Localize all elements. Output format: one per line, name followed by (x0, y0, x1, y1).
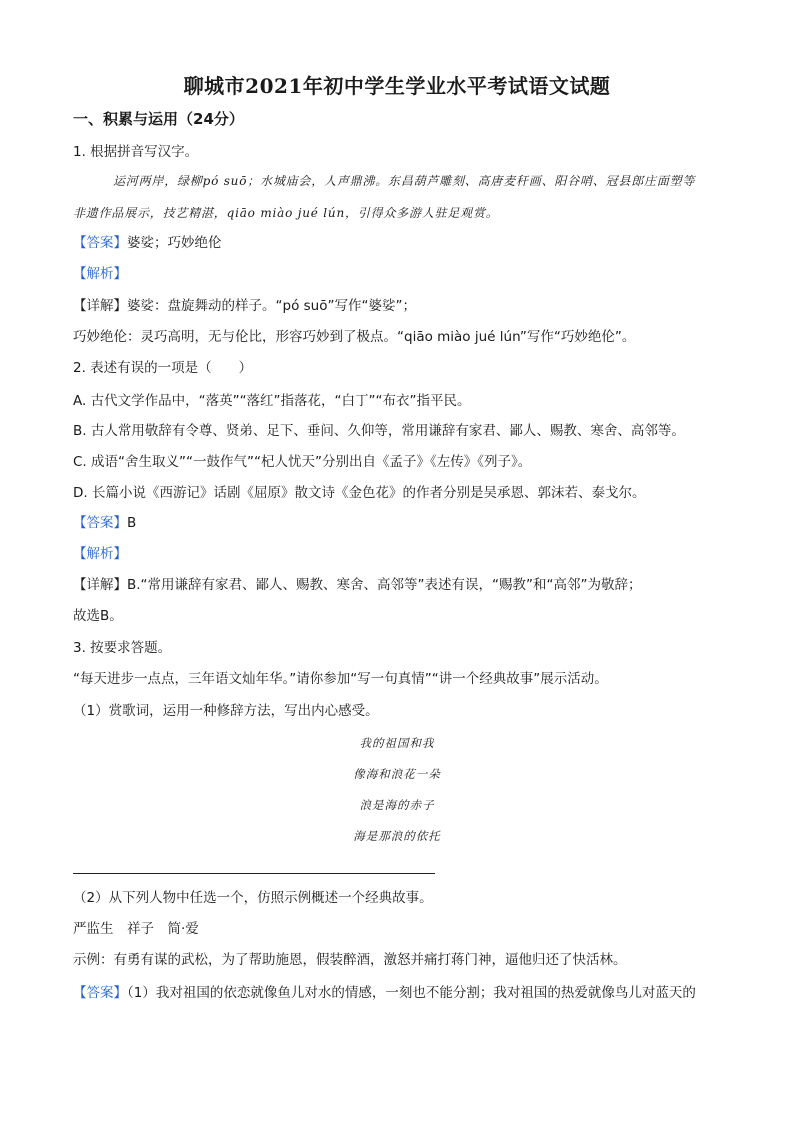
answer-text: （1）我对祖国的依恋就像鱼儿对水的情感，一刻也不能分割；我对祖国的热爱就像鸟儿对蓝天的 (127, 985, 696, 1001)
poem-line: 我的祖国和我 (359, 736, 435, 750)
q1-passage-line-2: 非遗作品展示，技艺精湛，qiāo miào jué lún，引得众多游人驻足观赏。 (73, 206, 499, 220)
q2-option-c: C. 成语“舍生取义”“一鼓作气”“杞人忧天”分别出自《孟子》《左传》《列子》。 (73, 454, 532, 470)
poem-line: 浪是海的赤子 (359, 798, 435, 812)
detail-tag: 【详解】 (73, 577, 127, 593)
q1-detail-2: 巧妙绝伦：灵巧高明，无与伦比，形容巧妙到了极点。“qiāo miào jué lún”写作“巧妙绝伦”。 (73, 329, 636, 345)
q2-option-b: B. 古人常用敬辞有令尊、贤弟、足下、垂问、久仰等，常用谦辞有家君、鄙人、赐教、寒舍、高邻等。 (73, 423, 685, 439)
detail-tag: 【详解】 (73, 298, 127, 314)
q2-answer (73, 514, 136, 532)
q1-answer (73, 234, 222, 252)
poem-line: 像海和浪花一朵 (353, 767, 441, 781)
poem-line: 海是那浪的依托 (353, 829, 441, 843)
q1-passage-line-1: 运河两岸，绿柳pó suō；水城庙会，人声鼎沸。东昌葫芦雕刻、高唐麦秆画、阳谷哨、冠县郎庄面塑等 (113, 174, 696, 188)
detail-text: 婆娑：盘旋舞动的样子。“pó suō”写作“婆娑”； (127, 298, 416, 314)
q2-detail-1 (73, 576, 642, 594)
answer-blank-line (73, 873, 435, 874)
q2-analysis-tag: 【解析】 (73, 546, 127, 562)
answer-tag: 【答案】 (73, 985, 127, 1001)
q3-sub-2: （2）从下列人物中任选一个，仿照示例概述一个经典故事。 (73, 890, 433, 906)
q2-stem: 2. 表述有误的一项是（ ） (73, 360, 253, 376)
section-heading: 一、积累与运用（24分） (73, 110, 244, 128)
q2-option-a: A. 古代文学作品中，“落英”“落红”指落花，“白丁”“布衣”指平民。 (73, 393, 471, 409)
q1-analysis-tag: 【解析】 (73, 266, 127, 282)
detail-text: B.“常用谦辞有家君、鄙人、赐教、寒舍、高邻等”表述有误，“赐教”和“高邻”为敬辞； (127, 577, 642, 593)
answer-tag: 【答案】 (73, 515, 127, 531)
q2-option-d: D. 长篇小说《西游记》话剧《屈原》散文诗《金色花》的作者分别是吴承恩、郭沫若、泰戈尔。 (73, 485, 646, 501)
q3-names: 严监生 祥子 简·爱 (73, 921, 199, 937)
q2-detail-2: 故选B。 (73, 608, 123, 624)
q3-sub-1: （1）赏歌词，运用一种修辞方法，写出内心感受。 (73, 703, 379, 719)
q3-stem: 3. 按要求答题。 (73, 640, 172, 656)
q3-intro: “每天进步一点点，三年语文灿年华。”请你参加“写一句真情”“讲一个经典故事”展示活动。 (73, 671, 608, 687)
page-title: 聊城市2021年初中学生学业水平考试语文试题 (183, 74, 611, 98)
answer-tag: 【答案】 (73, 235, 127, 251)
answer-text: B (127, 515, 137, 531)
answer-text: 婆娑；巧妙绝伦 (127, 235, 222, 251)
q1-stem: 1. 根据拼音写汉字。 (73, 144, 199, 160)
q3-answer (73, 984, 696, 1002)
q3-example: 示例：有勇有谋的武松，为了帮助施恩，假装醉酒，激怒并痛打蒋门神，逼他归还了快活林。 (73, 952, 627, 968)
q1-detail-1 (73, 297, 416, 315)
